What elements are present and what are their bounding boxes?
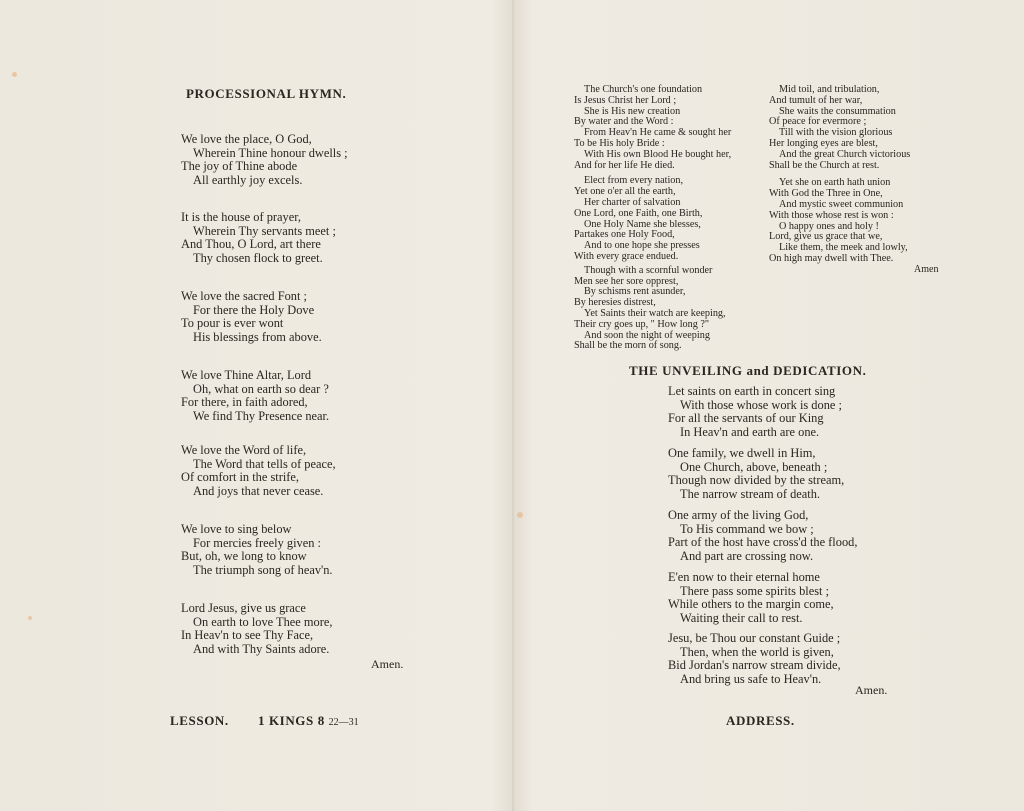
hymn-stanza [181,369,329,423]
verse-line: Though with a scornful wonder [584,264,713,276]
unveiling-heading: THE UNVEILING and DEDICATION. [629,363,867,378]
hymn-amen: Amen [914,264,939,275]
verse-line: For there, in faith adored, [181,395,308,410]
verse-line: Men see her sore opprest, [574,275,679,287]
verse-line: Till with the vision glorious [779,127,893,139]
hymn-stanza [181,133,348,187]
verse-line: We love Thine Altar, Lord [181,368,312,382]
verse-line: In Heav'n to see Thy Face, [181,628,314,643]
hymn-stanza [668,571,834,625]
verse-line: Thy chosen flock to greet. [193,250,323,265]
hymn-stanza [181,444,336,498]
verse-line: And Thou, O Lord, art there [181,237,321,252]
verse-line: We love to sing below [181,522,292,536]
verse-line: Let saints on earth in concert sing [668,384,836,398]
verse-line: Her longing eyes are blest, [769,137,878,149]
verse-line: And with Thy Saints adore. [193,641,330,656]
verse-line: Wherein Thy servants meet ; [193,223,336,238]
verse-line: And mystic sweet communion [779,198,904,210]
verse-line: Shall be the Church at rest. [769,159,880,171]
hymn-stanza [668,509,857,563]
verse-line: E'en now to their eternal home [668,570,820,584]
verse-line: With His own Blood He bought her, [584,148,732,160]
hymn-stanza [181,523,333,577]
verse-line: One army of the living God, [668,508,809,522]
verse-line: With those whose work is done ; [680,397,842,412]
verse-line: From Heav'n He came & sought her [584,127,732,139]
verse-line: With God the Three in One, [769,188,883,200]
lesson-reference [258,713,359,729]
verse-line: The triumph song of heav'n. [193,562,333,577]
verse-line: And joys that never cease. [193,483,324,498]
foxing-spot [517,512,523,518]
hymn-stanza [668,632,841,686]
foxing-spot [12,72,17,77]
verse-line: In Heav'n and earth are one. [680,424,820,439]
verse-line: The narrow stream of death. [680,486,821,501]
hymn-column-2 [769,85,910,265]
verse-line: One Lord, one Faith, one Birth, [574,207,703,219]
verse-line: And for her life He died. [574,159,675,171]
verse-line: One Church, above, beneath ; [680,459,828,474]
verse-line: By heresies distrest, [574,297,656,309]
hymn-column-1 [574,85,731,352]
lesson-verses: 22—31 [328,717,359,728]
verse-line: She is His new creation [584,105,681,117]
verse-line: Jesu, be Thou our constant Guide ; [668,631,841,645]
verse-line: The joy of Thine abode [181,159,298,174]
verse-line: For all the servants of our King [668,411,824,426]
verse-line: And the great Church victorious [779,148,911,160]
verse-line: Of peace for evermore ; [769,116,867,128]
verse-line: While others to the margin come, [668,597,834,612]
verse-line: Partakes one Holy Food, [574,229,675,241]
verse-line: And soon the night of weeping [584,329,710,341]
verse-line: On high may dwell with Thee. [769,252,894,264]
hymn-stanza [181,290,322,344]
verse-line: But, oh, we long to know [181,549,307,564]
hymn-stanza [668,385,842,439]
verse-line: Lord, give us grace that we, [769,231,883,243]
verse-line: Then, when the world is given, [680,644,834,659]
verse-line: Though now divided by the stream, [668,473,845,488]
verse-line: Elect from every nation, [584,175,684,187]
verse-line: Lord Jesus, give us grace [181,601,306,615]
verse-line: Yet Saints their watch are keeping, [584,307,726,319]
verse-line: One family, we dwell in Him, [668,446,816,460]
verse-line: Part of the host have cross'd the flood, [668,535,858,550]
center-fold [512,0,514,811]
foxing-spot [28,616,32,620]
verse-line: It is the house of prayer, [181,210,301,224]
lesson-label: LESSON. [170,713,229,728]
verse-line: We find Thy Presence near. [193,408,330,423]
verse-line: The Word that tells of peace, [193,456,336,471]
verse-line: We love the place, O God, [181,132,312,146]
lesson-book: 1 KINGS 8 [258,713,325,728]
verse-line: Bid Jordan's narrow stream divide, [668,658,841,673]
verse-line: For there the Holy Dove [193,302,315,317]
verse-line: All earthly joy excels. [193,172,303,187]
verse-line: Yet she on earth hath union [779,177,891,189]
verse-line: Mid toil, and tribulation, [779,84,880,95]
verse-line: With those whose rest is won : [769,209,894,221]
verse-line: Of comfort in the strife, [181,470,300,485]
verse-line: And to one hope she presses [584,240,700,252]
verse-line: Like them, the meek and lowly, [779,242,908,254]
verse-line: Their cry goes up, " How long ?" [574,318,710,330]
verse-line: For mercies freely given : [193,535,321,550]
verse-line: Her charter of salvation [584,196,681,208]
verse-line: To pour is ever wont [181,316,284,331]
verse-line: One Holy Name she blesses, [584,218,701,230]
verse-line: There pass some spirits blest ; [680,583,830,598]
address-label: ADDRESS. [726,713,795,728]
verse-line: And bring us safe to Heav'n. [680,671,822,686]
verse-line: We love the Word of life, [181,443,307,457]
verse-line: By schisms rent asunder, [584,286,686,298]
verse-line: Wherein Thine honour dwells ; [193,145,348,160]
verse-line: Waiting their call to rest. [680,610,803,625]
hymn-amen: Amen. [371,657,404,671]
hymn-stanza [181,211,336,265]
verse-line: And tumult of her war, [769,94,863,106]
hymn-stanza [181,602,332,656]
verse-line: Is Jesus Christ her Lord ; [574,94,677,106]
hymn-stanza [668,447,844,501]
verse-line: The Church's one foundation [584,84,703,95]
verse-line: And part are crossing now. [680,548,814,563]
verse-line: By water and the Word : [574,116,674,128]
verse-line: Oh, what on earth so dear ? [193,381,329,396]
verse-line: With every grace endued. [574,250,679,262]
verse-line: We love the sacred Font ; [181,289,307,303]
verse-line: Yet one o'er all the earth, [574,186,676,198]
processional-hymn-heading: PROCESSIONAL HYMN. [186,86,347,101]
verse-line: She waits the consummation [779,105,896,117]
verse-line: O happy ones and holy ! [779,220,879,232]
verse-line: To His command we bow ; [680,521,814,536]
verse-line: His blessings from above. [193,329,322,344]
verse-line: Shall be the morn of song. [574,340,682,352]
verse-line: To be His holy Bride : [574,137,665,149]
hymn-amen: Amen. [855,683,888,697]
verse-line: On earth to love Thee more, [193,614,333,629]
